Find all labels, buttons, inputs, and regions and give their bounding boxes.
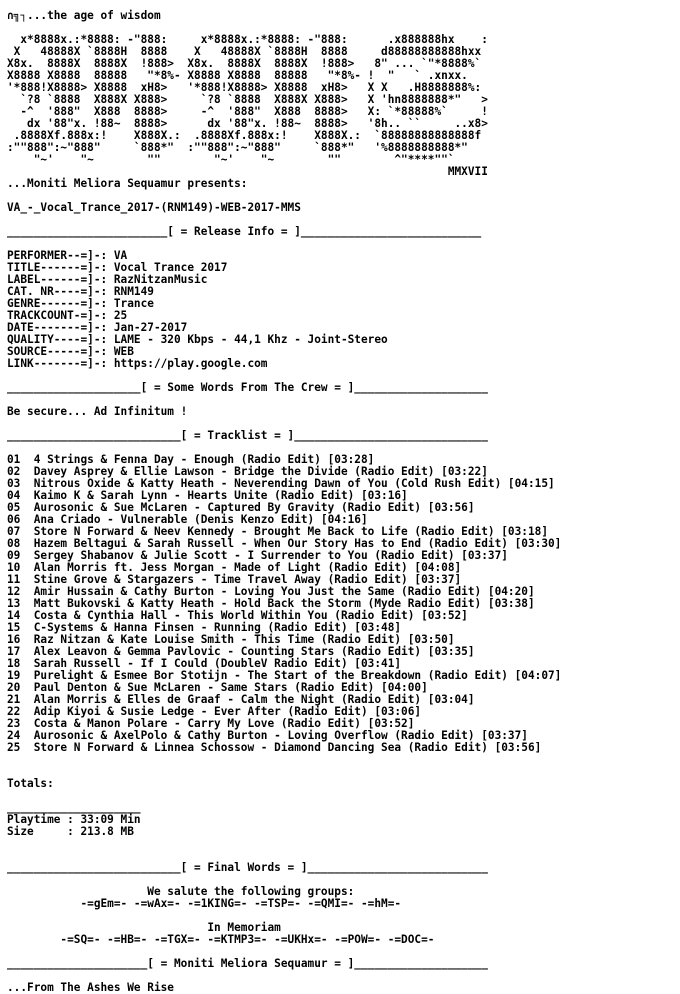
- nfo-line: 06 Ana Criado - Vulnerable (Denis Kenzo Edit) [04:16]: [7, 513, 368, 526]
- nfo-line: 14 Costa & Cynthia Hall - This World Within You (Radio Edit) [03:52]: [7, 609, 468, 622]
- nfo-line: .8888Xf.888x:! X888X.: .8888Xf.888x:! X888X.: `88888888888888f: [7, 129, 482, 142]
- nfo-line: -=gEm=- -=wAx=- -=1KING=- -=TSP=- -=QMI=- -=hM=-: [7, 897, 402, 910]
- nfo-line: 08 Hazem Beltagui & Sarah Russell - When Our Story Has to End (Radio Edit) [03:30]: [7, 537, 562, 550]
- nfo-line: Be secure... Ad Infinitum !: [7, 405, 188, 418]
- nfo-line: In Memoriam: [7, 921, 281, 934]
- nfo-line: 01 4 Strings & Fenna Day - Enough (Radio Edit) [03:28]: [7, 453, 375, 466]
- nfo-line: [7, 754, 561, 766]
- nfo-line: TITLE------=]-: Vocal Trance 2017: [7, 261, 228, 274]
- nfo-line: x*8888x.:*8888: -"888: x*8888x.:*8888: -"888: .x888888hx :: [7, 33, 488, 46]
- nfo-line: 16 Raz Nitzan & Kate Louise Smith - This Time (Radio Edit) [03:50]: [7, 633, 455, 646]
- nfo-line: ∩╗┐...the age of wisdom: [7, 9, 161, 22]
- nfo-line: 12 Amir Hussain & Cathy Burton - Loving You Just the Same (Radio Edit) [04:20]: [7, 585, 535, 598]
- nfo-text-body: [7, 10, 561, 994]
- nfo-line: dx '88"x. !88~ 8888> dx '88"x. !88~ 8888> '8h.. `` ..x8>: [7, 117, 488, 130]
- nfo-line: :""888":~"888" `888*" :""888":~"888" `888*" '%8888888888*": [7, 141, 468, 154]
- nfo-line: 25 Store N Forward & Linnea Schossow - Diamond Dancing Sea (Radio Edit) [03:56]: [7, 741, 542, 754]
- nfo-line: LABEL------=]-: RazNitzanMusic: [7, 273, 208, 286]
- nfo-line: X 48888X `8888H 8888 X 48888X `8888H 8888 d88888888888hxx: [7, 45, 482, 58]
- nfo-line: [7, 838, 561, 850]
- nfo-line: 19 Purelight & Esmee Bor Stotijn - The Start of the Breakdown (Radio Edit) [04:07]: [7, 669, 562, 682]
- nfo-line: LINK-------=]-: https://play.google.com: [7, 357, 268, 370]
- nfo-line: ____________________: [7, 801, 141, 814]
- nfo-line: 23 Costa & Manon Polare - Carry My Love (Radio Edit) [03:52]: [7, 717, 415, 730]
- nfo-line: Playtime : 33:09 Min: [7, 813, 141, 826]
- nfo-line: 03 Nitrous Oxide & Katty Heath - Neverending Dawn of You (Cold Rush Edit) [04:15]: [7, 477, 555, 490]
- nfo-line: 10 Alan Morris ft. Jess Morgan - Made of Light (Radio Edit) [04:08]: [7, 561, 462, 574]
- nfo-line: TRACKCOUNT-=]-: 25: [7, 309, 128, 322]
- nfo-line: Totals:: [7, 777, 54, 790]
- nfo-line: __________________________[ = Tracklist = ]_____________________________: [7, 429, 488, 442]
- nfo-line: MMXVII: [7, 165, 488, 178]
- nfo-line: 02 Davey Asprey & Ellie Lawson - Bridge the Divide (Radio Edit) [03:22]: [7, 465, 488, 478]
- nfo-line: '*888!X8888> X8888 xH8> '*888!X8888> X8888 xH8> X X .H8888888%:: [7, 81, 482, 94]
- nfo-line: ...Moniti Meliora Sequamur presents:: [7, 177, 248, 190]
- nfo-line: X8888 X8888 88888 "*8%- X8888 X8888 88888 "*8%- ! " ` .xnxx.: [7, 69, 468, 82]
- nfo-line: 22 Adip Kiyoi & Susie Ledge - Ever After (Radio Edit) [03:06]: [7, 705, 422, 718]
- nfo-line: VA_-_Vocal_Trance_2017-(RNM149)-WEB-2017-MMS: [7, 201, 301, 214]
- nfo-line: 24 Aurosonic & AxelPolo & Cathy Burton - Loving Overflow (Radio Edit) [03:37]: [7, 729, 528, 742]
- nfo-line: __________________________[ = Final Words = ]___________________________: [7, 861, 488, 874]
- nfo-line: 21 Alan Morris & Elles de Graaf - Calm the Night (Radio Edit) [03:04]: [7, 693, 475, 706]
- nfo-line: [7, 766, 561, 778]
- nfo-line: `?8 `8888 X888X X888> `?8 `8888 X888X X888> X 'hn8888888*" >: [7, 93, 488, 106]
- nfo-line: CAT. NR----=]-: RNM149: [7, 285, 154, 298]
- nfo-line: GENRE------=]-: Trance: [7, 297, 154, 310]
- nfo-line: -=SQ=- -=HB=- -=TGX=- -=KTMP3=- -=UKHx=- -=POW=- -=DOC=-: [7, 933, 435, 946]
- nfo-line: 11 Stine Grove & Stargazers - Time Travel Away (Radio Edit) [03:37]: [7, 573, 462, 586]
- nfo-line: 17 Alex Leavon & Gemma Pavlovic - Counting Stars (Radio Edit) [03:35]: [7, 645, 475, 658]
- nfo-line: X8x. 8888X 8888X !888> X8x. 8888X 8888X !888> 8" ... `"*8888%`: [7, 57, 482, 70]
- nfo-line: Size : 213.8 MB: [7, 825, 134, 838]
- nfo-line: _____________________[ = Moniti Meliora Sequamur = ]____________________: [7, 957, 488, 970]
- nfo-line: DATE-------=]-: Jan-27-2017: [7, 321, 188, 334]
- nfo-line: 13 Matt Bukovski & Katty Heath - Hold Back the Storm (Myde Radio Edit) [03:38]: [7, 597, 535, 610]
- nfo-line: 18 Sarah Russell - If I Could (DoubleV Radio Edit) [03:41]: [7, 657, 402, 670]
- nfo-line: 20 Paul Denton & Sue McLaren - Same Stars (Radio Edit) [04:00]: [7, 681, 428, 694]
- nfo-line: 09 Sergey Shabanov & Julie Scott - I Surrender to You (Radio Edit) [03:37]: [7, 549, 508, 562]
- nfo-line: "~' "~ "" "~' "~ "" ^"****""`: [7, 153, 455, 166]
- nfo-line: 07 Store N Forward & Neev Kennedy - Brought Me Back to Life (Radio Edit) [03:18]: [7, 525, 548, 538]
- nfo-line: PERFORMER--=]-: VA: [7, 249, 128, 262]
- nfo-line: ____________________[ = Some Words From The Crew = ]____________________: [7, 381, 488, 394]
- nfo-line: -^ '888" X888 8888> -^ '888" X888 8888> X: `*88888%` !: [7, 105, 488, 118]
- nfo-line: ...From The Ashes We Rise: [7, 981, 174, 994]
- nfo-line: QUALITY----=]-: LAME - 320 Kbps - 44,1 Khz - Joint-Stereo: [7, 333, 388, 346]
- nfo-line: ________________________[ = Release Info = ]___________________________: [7, 225, 482, 238]
- nfo-line: We salute the following groups:: [7, 885, 355, 898]
- nfo-line: SOURCE-----=]-: WEB: [7, 345, 134, 358]
- nfo-line: 15 C-Systems & Hanna Finsen - Running (Radio Edit) [03:48]: [7, 621, 402, 634]
- nfo-line: 04 Kaimo K & Sarah Lynn - Hearts Unite (Radio Edit) [03:16]: [7, 489, 408, 502]
- nfo-line: 05 Aurosonic & Sue McLaren - Captured By Gravity (Radio Edit) [03:56]: [7, 501, 475, 514]
